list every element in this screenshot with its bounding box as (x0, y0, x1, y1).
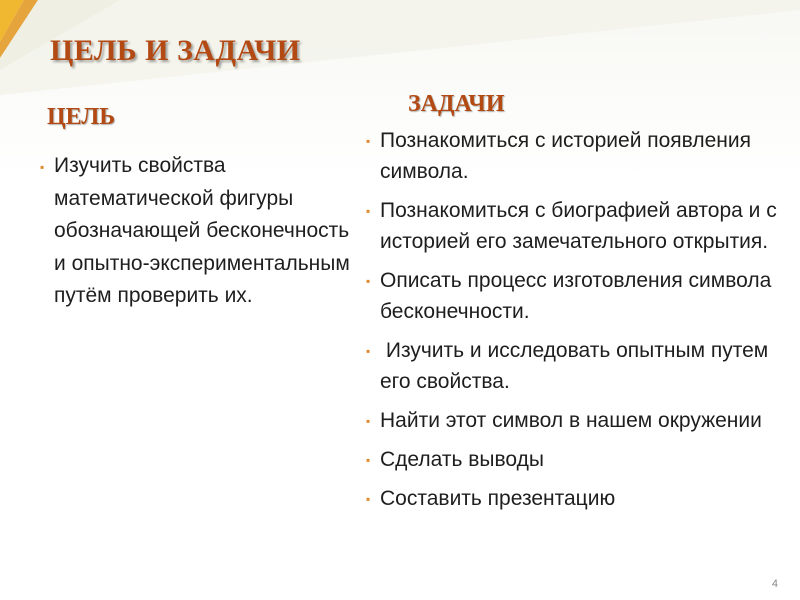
task-item-text: Познакомиться с биографией автора и с историей его замечательного открытия. (380, 199, 777, 253)
list-item (366, 405, 796, 436)
square-bullet-icon: ▪ (366, 414, 371, 428)
list-item (366, 125, 796, 187)
square-bullet-icon: ▪ (366, 344, 371, 358)
list-item (40, 150, 350, 313)
square-bullet-icon: ▪ (40, 160, 45, 174)
goal-list (40, 150, 350, 313)
list-item (366, 335, 796, 397)
task-item-text: Составить презентацию (380, 487, 616, 510)
slide-title: ЦЕЛЬ И ЗАДАЧИ (50, 34, 301, 67)
list-item (366, 195, 796, 257)
list-item (366, 444, 796, 475)
tasks-heading: ЗАДАЧИ (408, 91, 505, 117)
task-item-text: Изучить и исследовать опытным путем его свойства. (380, 339, 780, 393)
list-item (366, 265, 796, 327)
task-item-text: Познакомиться с историей появления символа. (380, 129, 751, 183)
goal-item-text: Изучить свойства математической фигуры обозначающей бесконечность и опытно-экспериментальным путём проверить их. (54, 154, 350, 307)
square-bullet-icon: ▪ (366, 204, 371, 218)
square-bullet-icon: ▪ (366, 134, 371, 148)
square-bullet-icon: ▪ (366, 274, 371, 288)
goal-heading: ЦЕЛЬ (47, 104, 116, 130)
task-item-text: Найти этот символ в нашем окружении (380, 409, 762, 432)
list-item (366, 483, 796, 514)
tasks-list (366, 125, 796, 522)
square-bullet-icon: ▪ (366, 492, 371, 506)
task-item-text: Описать процесс изготовления символа бесконечности. (380, 269, 772, 323)
square-bullet-icon: ▪ (366, 453, 371, 467)
page-number: 4 (771, 578, 778, 590)
task-item-text: Сделать выводы (380, 448, 545, 471)
